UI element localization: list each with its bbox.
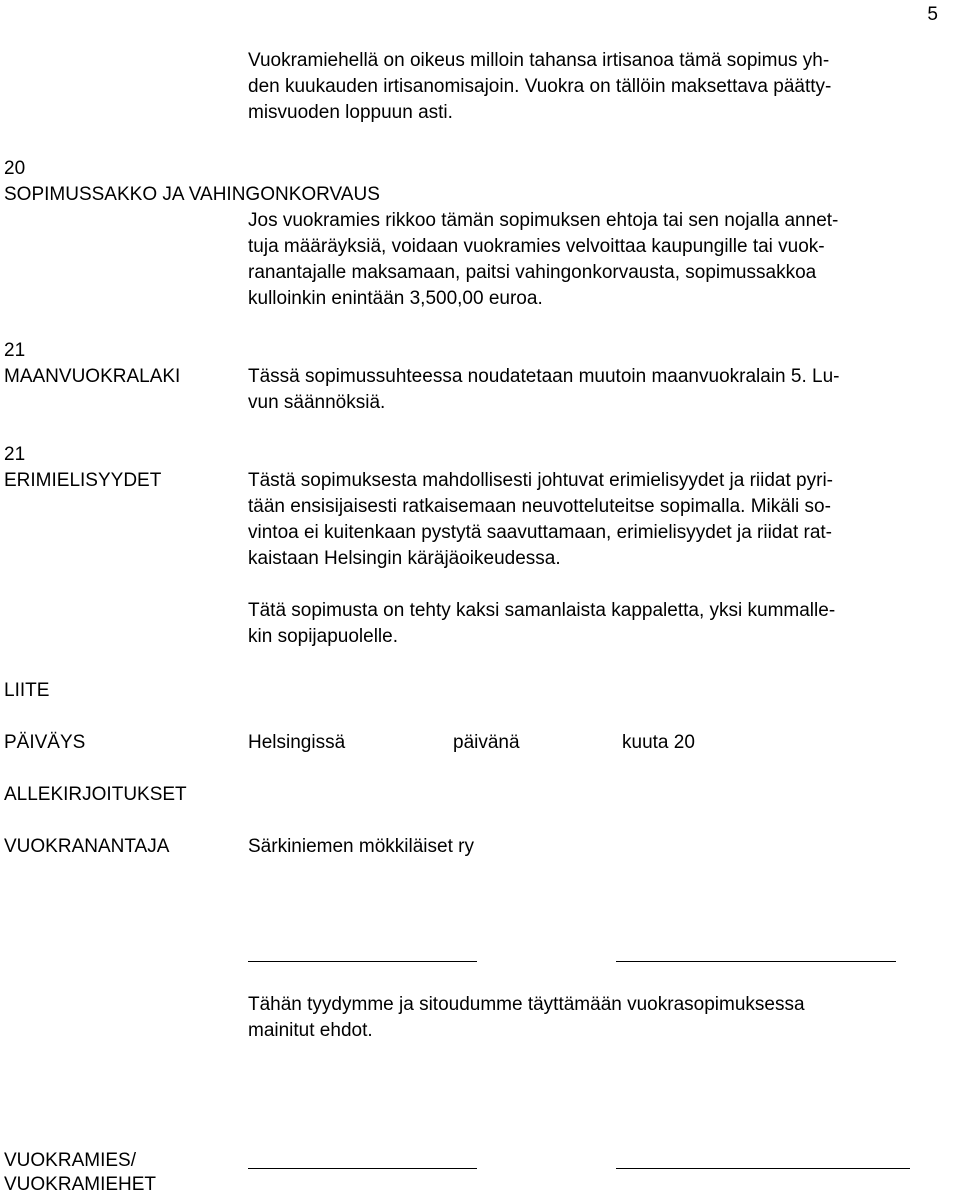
text-line: vun säännöksiä. (248, 392, 386, 413)
text-line: Jos vuokramies rikkoo tämän sopimuksen ehtoja tai sen nojalla annet- (248, 210, 839, 231)
text-line: tuja määräyksiä, voidaan vuokramies velvoittaa kaupungille tai vuok- (248, 236, 825, 257)
date-day: päivänä (453, 732, 520, 753)
text-line: den kuukauden irtisanomisajoin. Vuokra on tällöin maksettava päätty- (248, 76, 832, 97)
tenant-signature-line-2 (616, 1168, 910, 1169)
text-line: Tästä sopimuksesta mahdollisesti johtuvat erimielisyydet ja riidat pyri- (248, 470, 834, 491)
section-heading: SOPIMUSSAKKO JA VAHINGONKORVAUS (4, 184, 380, 205)
date-place: Helsingissä (248, 732, 346, 753)
section-number: 21 (4, 340, 26, 361)
section-heading: MAANVUOKRALAKI (4, 366, 181, 387)
page-number: 5 (927, 4, 938, 25)
signatures-heading: ALLEKIRJOITUKSET (4, 784, 187, 805)
landlord-signature-line-2 (616, 961, 896, 962)
liite-label: LIITE (4, 680, 50, 701)
date-label: PÄIVÄYS (4, 732, 86, 753)
text-line: kaistaan Helsingin käräjäoikeudessa. (248, 548, 561, 569)
tenant-label: VUOKRAMIES/ (4, 1150, 136, 1171)
section-heading: ERIMIELISYYDET (4, 470, 162, 491)
tenant-label: VUOKRAMIEHET (4, 1174, 157, 1195)
date-month: kuuta 20 (622, 732, 695, 753)
text-line: ranantajalle maksamaan, paitsi vahingonkorvausta, sopimussakkoa (248, 262, 817, 283)
section-number: 21 (4, 444, 26, 465)
text-line: Tätä sopimusta on tehty kaksi samanlaista kappaletta, yksi kummalle- (248, 600, 836, 621)
text-line: Tässä sopimussuhteessa noudatetaan muutoin maanvuokralain 5. Lu- (248, 366, 840, 387)
text-line: tään ensisijaisesti ratkaisemaan neuvotteluteitse sopimalla. Mikäli so- (248, 496, 831, 517)
text-line: Tähän tyydymme ja sitoudumme täyttämään vuokrasopimuksessa (248, 994, 805, 1015)
text-line: vintoa ei kuitenkaan pystytä saavuttamaan, erimielisyydet ja riidat rat- (248, 522, 832, 543)
text-line: mainitut ehdot. (248, 1020, 373, 1041)
text-line: misvuoden loppuun asti. (248, 102, 453, 123)
section-number: 20 (4, 158, 26, 179)
tenant-signature-line-1 (248, 1168, 477, 1169)
landlord-name: Särkiniemen mökkiläiset ry (248, 836, 474, 857)
text-line: kin sopijapuolelle. (248, 626, 398, 647)
text-line: kulloinkin enintään 3,500,00 euroa. (248, 288, 543, 309)
text-line: Vuokramiehellä on oikeus milloin tahansa irtisanoa tämä sopimus yh- (248, 50, 830, 71)
landlord-label: VUOKRANANTAJA (4, 836, 170, 857)
landlord-signature-line-1 (248, 961, 477, 962)
